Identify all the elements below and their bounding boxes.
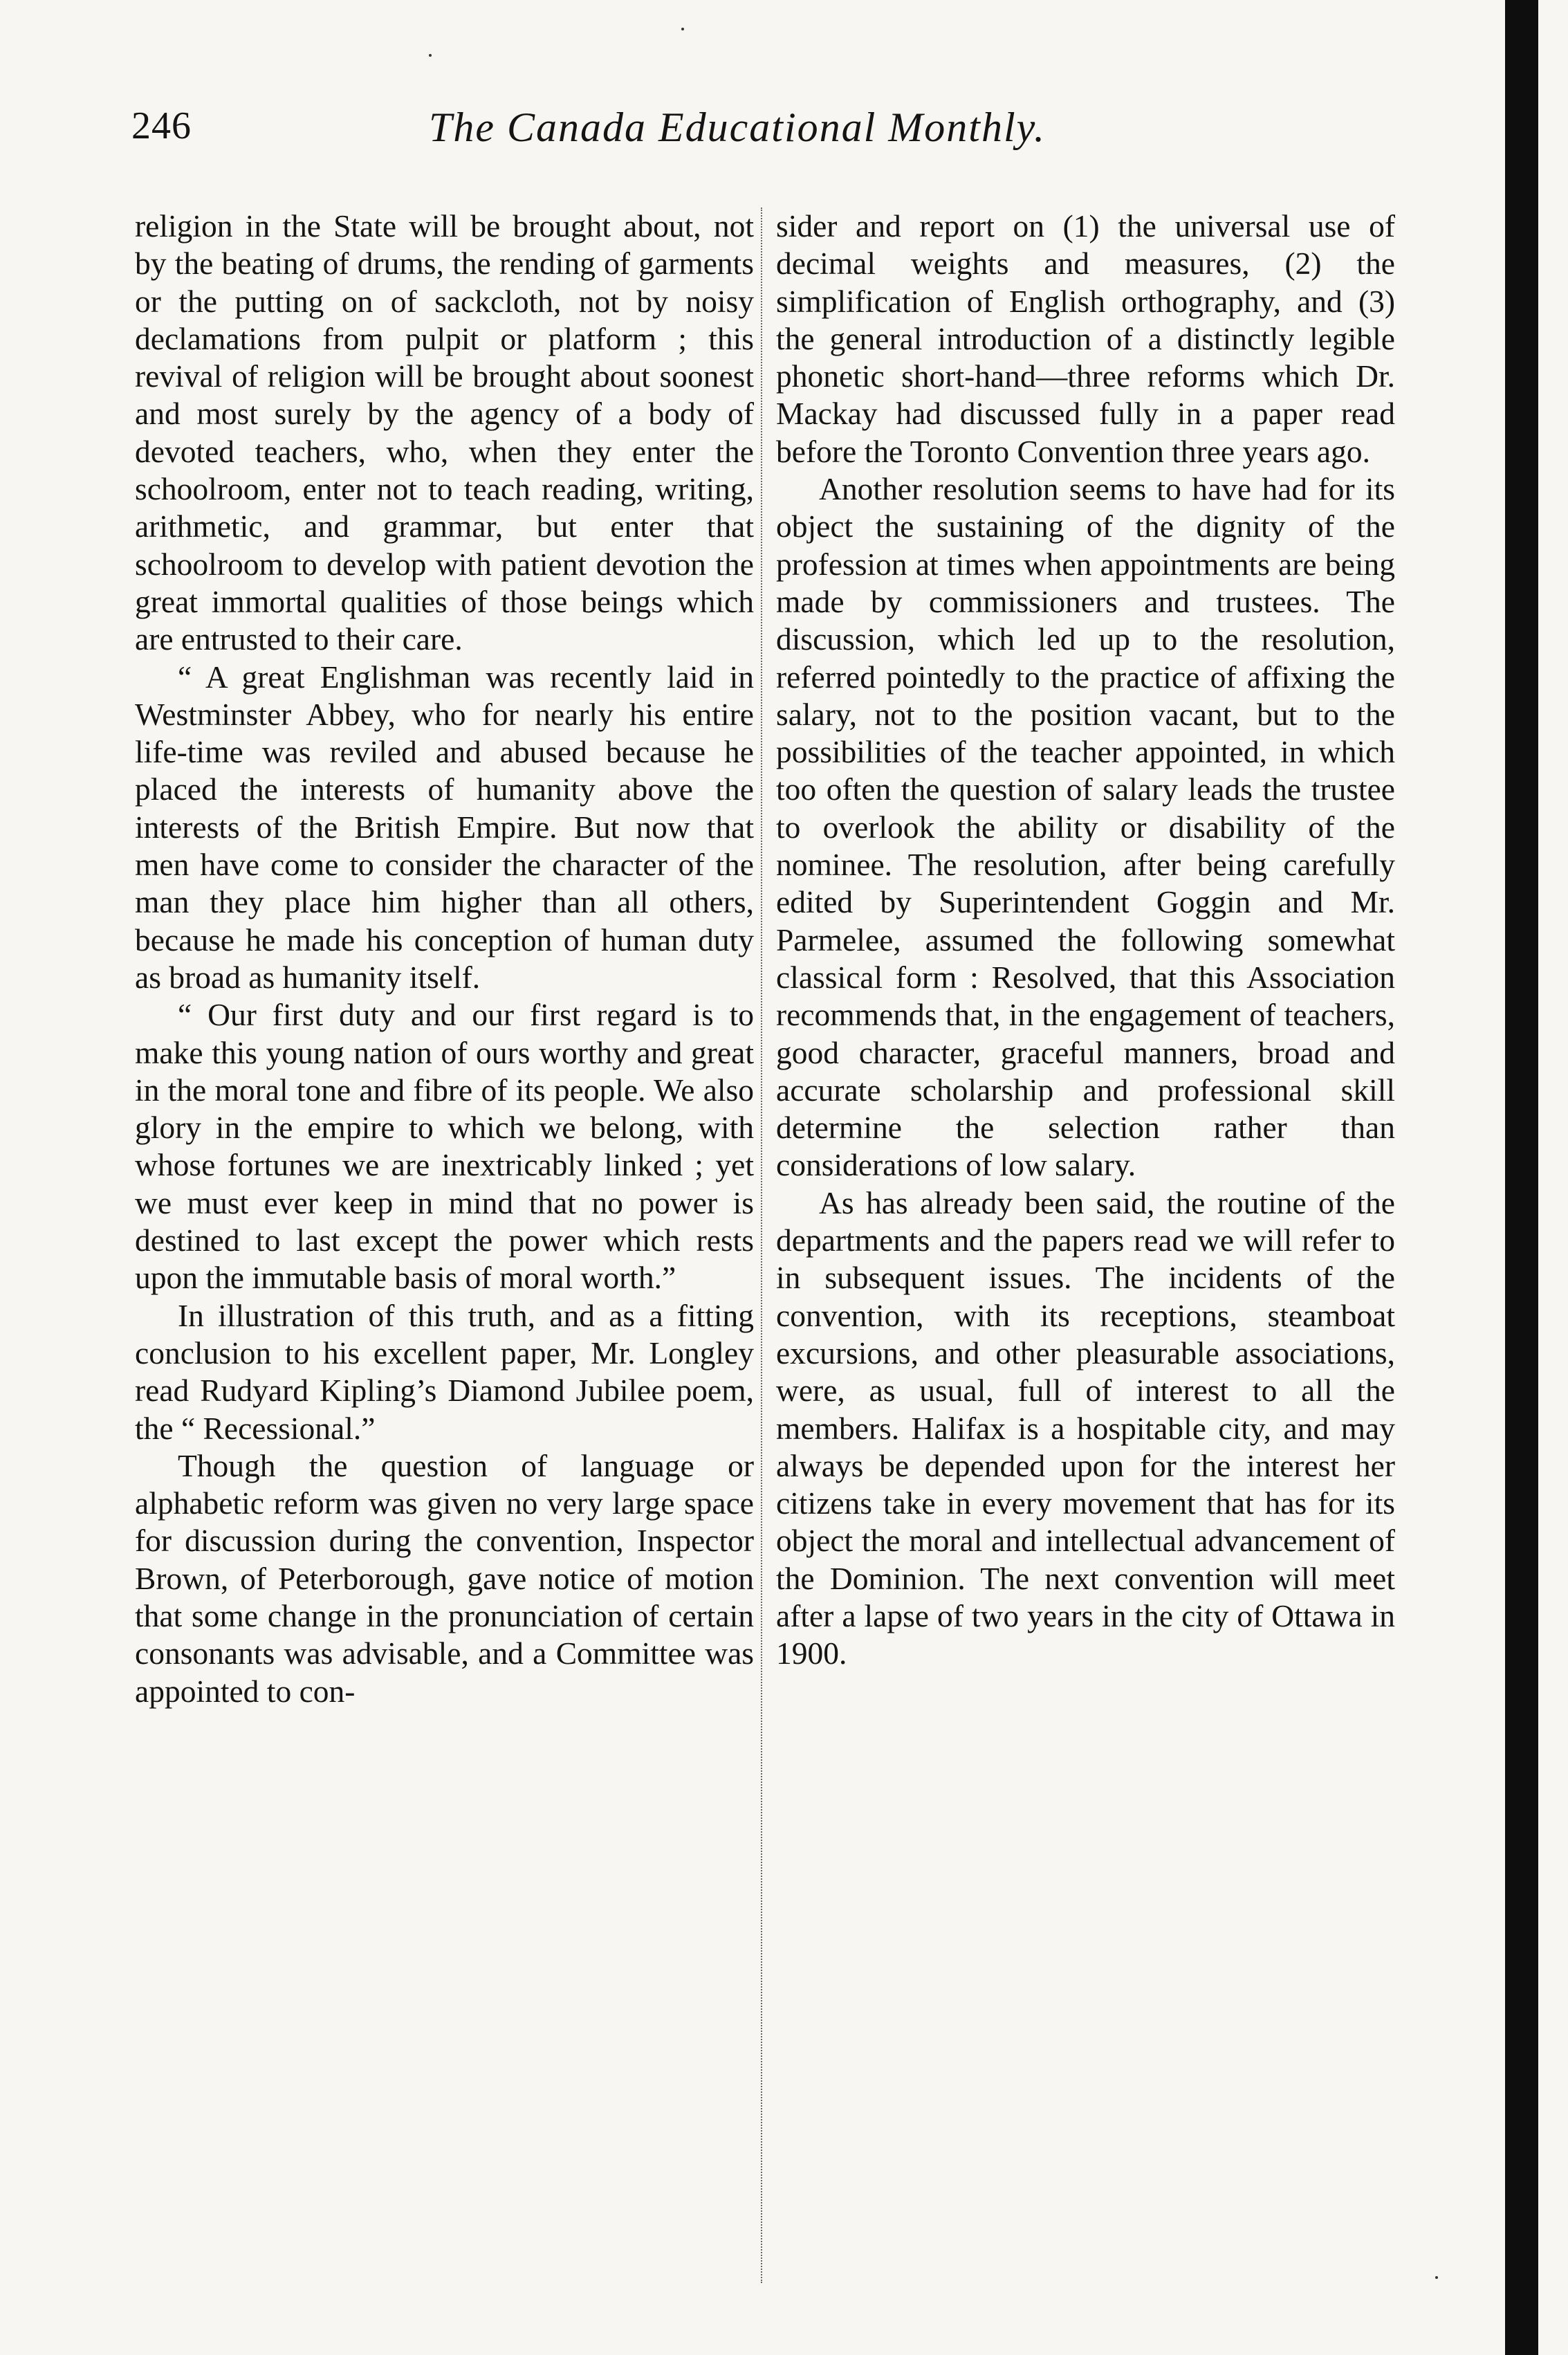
paragraph: sider and report on (1) the universal use of decimal weights and measures, (2) the simplification of English orthography, and (3) the general introduction of a distinctly legible phonetic short-hand—three reforms which Dr. Mackay had discussed fully in a paper read before the Toronto Convention three years ago.: [776, 208, 1395, 469]
journal-title: The Canada Educational Monthly.: [429, 104, 1046, 150]
scan-speck: [1435, 2276, 1438, 2279]
paragraph: In illustration of this truth, and as a fitting conclusion to his excellent paper, Mr. Longley read Rudyard Kipling’s Diamond Jubilee poem, the “ Recessional.”: [135, 1297, 754, 1446]
paragraph: As has already been said, the routine of the departments and the papers read we will refer to in subsequent issues. The incidents of the convention, with its receptions, steamboat excursions, and other pleasurable associations, were, as usual, full of interest to all the members. Halifax is a hospitable city, and may always be depended upon for the interest her citizens take in every movement that has for its object the moral and intellectual advancement of the Dominion. The next convention will meet after a lapse of two years in the city of Ottawa in 1900.: [776, 1184, 1395, 1671]
scan-speck: [429, 54, 432, 57]
paragraph: “ Our first duty and our first regard is to make this young nation of ours worthy and great in the moral tone and fibre of its people. We also glory in the empire to which we belong, with whose fortunes we are inextricably linked ; yet we must ever keep in mind that no power is destined to last except the power which rests upon the immutable basis of moral worth.”: [135, 997, 754, 1296]
column-divider: [761, 208, 762, 2283]
binding-edge: [1505, 0, 1538, 2355]
page-number: 246: [131, 104, 192, 147]
right-column: [776, 208, 1395, 1673]
paragraph: Another resolution seems to have had for its object the sustaining of the dignity of the profession at times when appointments are being made by commissioners and trustees. The discussion, which led up to the resolution, referred pointedly to the practice of affixing the salary, not to the position vacant, but to the possibilities of the teacher appointed, in which too often the question of salary leads the trustee to overlook the ability or disability of the nominee. The resolution, after being carefully edited by Superintendent Goggin and Mr. Parmelee, assumed the following somewhat classical form : Resolved, that this Association recommends that, in the engagement of teachers, good character, graceful manners, broad and accurate scholarship and professional skill determine the selection rather than considerations of low salary.: [776, 471, 1395, 1183]
paragraph: “ A great Englishman was recently laid in Westminster Abbey, who for nearly his entire life-time was reviled and abused because he placed the interests of humanity above the interests of the British Empire. But now that men have come to consider the character of the man they place him higher than all others, because he made his conception of human duty as broad as humanity itself.: [135, 659, 754, 995]
running-head: [131, 104, 1079, 166]
left-column: [135, 208, 754, 1710]
scan-speck: [681, 28, 684, 30]
paragraph: religion in the State will be brought about, not by the beating of drums, the rending of garments or the putting on of sackcloth, not by noisy declamations from pulpit or platform ; this revival of religion will be brought about soonest and most surely by the agency of a body of devoted teachers, who, when they enter the schoolroom, enter not to teach reading, writing, arithmetic, and grammar, but enter that schoolroom to develop with patient devotion the great immortal qualities of those beings which are entrusted to their care.: [135, 208, 754, 657]
paragraph: Though the question of language or alphabetic reform was given no very large space for discussion during the convention, Inspector Brown, of Peterborough, gave notice of motion that some change in the pronunciation of certain consonants was advisable, and a Committee was appointed to con-: [135, 1447, 754, 1709]
